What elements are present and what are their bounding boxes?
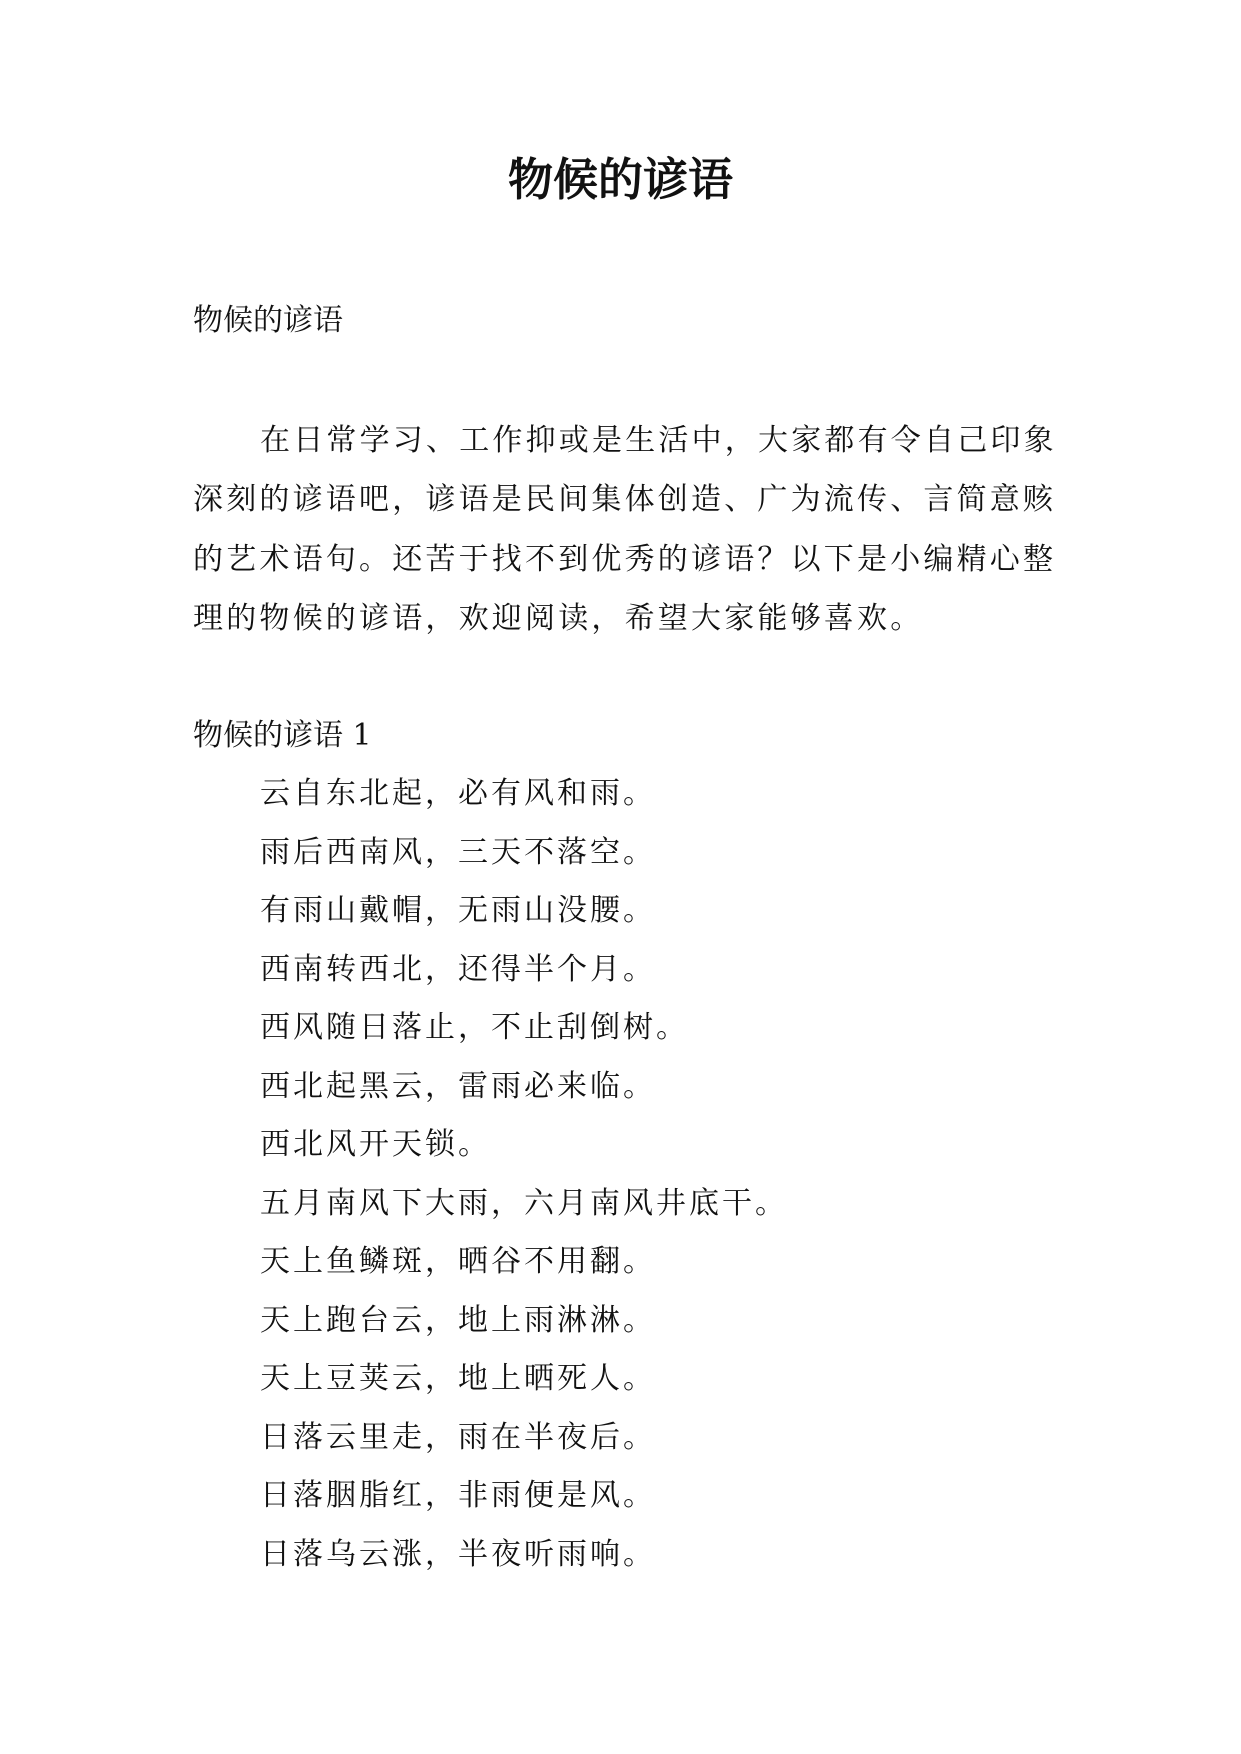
document-title: 物候的谚语 <box>507 153 733 206</box>
proverb-line: 日落云里走，雨在半夜后。 <box>260 1419 656 1455</box>
proverb-line: 西北风开天锁。 <box>260 1127 491 1162</box>
proverb-line: 有雨山戴帽，无雨山没腰。 <box>260 893 656 928</box>
proverb-line: 云自东北起，必有风和雨。 <box>260 776 656 811</box>
document-body <box>193 292 1063 1584</box>
proverb-line: 日落乌云涨，半夜听雨响。 <box>260 1536 656 1572</box>
proverb-line: 天上豆荚云，地上晒死人。 <box>260 1361 656 1396</box>
intro-paragraph: 在日常学习、工作抑或是生活中，大家都有令自己印象深刻的谚语吧，谚语是民间集体创造、广为流传、言简意赅的艺术语句。还苦于找不到优秀的谚语？以下是小编精心整理的物候的谚语，欢迎阅读，希望大家能够喜欢。 <box>193 422 1057 636</box>
proverb-list <box>193 765 1063 1584</box>
proverb-line: 西北起黑云，雷雨必来临。 <box>260 1068 656 1104</box>
section-heading: 物候的谚语 1 <box>193 717 372 753</box>
proverb-line: 雨后西南风，三天不落空。 <box>260 834 656 870</box>
proverb-line: 五月南风下大雨，六月南风井底干。 <box>260 1185 788 1221</box>
proverb-line: 天上跑台云，地上雨淋淋。 <box>260 1302 656 1338</box>
proverb-line: 日落胭脂红，非雨便是风。 <box>260 1478 656 1513</box>
proverb-line: 西南转西北，还得半个月。 <box>260 951 656 987</box>
proverb-line: 天上鱼鳞斑，晒谷不用翻。 <box>260 1244 656 1279</box>
document-subtitle: 物候的谚语 <box>193 303 343 338</box>
proverb-line: 西风随日落止，不止刮倒树。 <box>260 1010 689 1045</box>
